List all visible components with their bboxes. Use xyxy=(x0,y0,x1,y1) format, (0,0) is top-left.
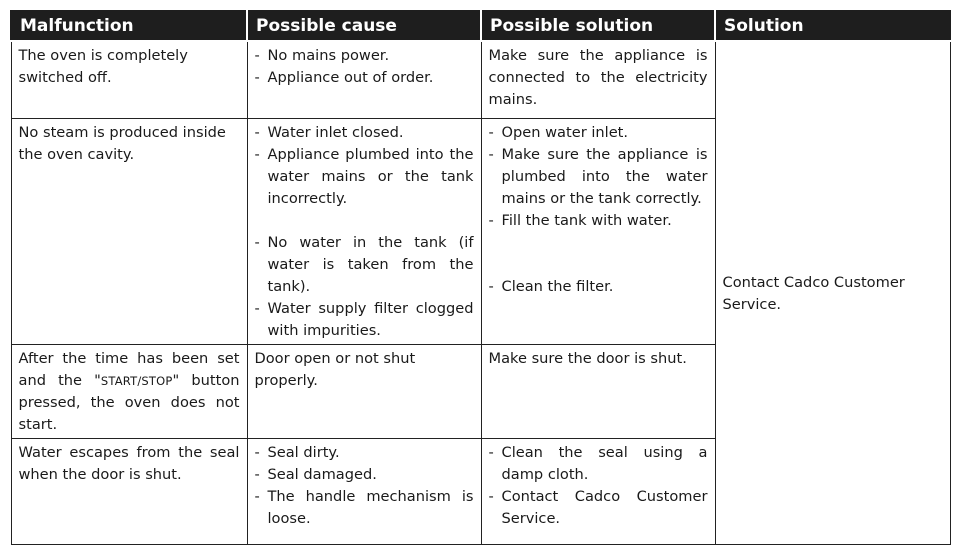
malfunction-cell: No steam is produced inside the oven cavity. xyxy=(11,118,247,344)
cause-cell xyxy=(247,438,481,545)
final-solution-cell: Contact Cadco Customer Service. xyxy=(715,41,950,545)
cause-item: - Appliance plumbed into the water mains or the tank incorrectly. xyxy=(255,144,474,210)
header-solution: Solution xyxy=(715,11,950,41)
cause-item: - No mains power. xyxy=(255,45,474,67)
possible-solution-cell xyxy=(481,118,715,344)
cause-item: - No water in the tank (if water is taken from the tank). xyxy=(255,232,474,298)
cause-item: - Seal damaged. xyxy=(255,464,474,486)
malfunction-cell xyxy=(11,344,247,438)
solution-item: - Fill the tank with water. xyxy=(489,210,708,232)
header-possible-cause: Possible cause xyxy=(247,11,481,41)
header-possible-solution: Possible solution xyxy=(481,11,715,41)
solution-item: - Make sure the appliance is plumbed into the water mains or the tank correctly. xyxy=(489,144,708,210)
possible-solution-cell: Make sure the appliance is connected to the electricity mains. xyxy=(481,41,715,118)
header-row xyxy=(11,11,950,41)
cause-item: - Appliance out of order. xyxy=(255,67,474,89)
solution-item: - Clean the seal using a damp cloth. xyxy=(489,442,708,486)
cause-cell: Door open or not shut properly. xyxy=(247,344,481,438)
malfunction-text-pre: After the time has been set and the " xyxy=(18,349,240,389)
start-stop-label: START/STOP xyxy=(100,373,173,388)
cause-item: - Water supply filter clogged with impurities. xyxy=(255,298,474,342)
header-malfunction: Malfunction xyxy=(11,11,247,41)
troubleshooting-table xyxy=(10,10,951,545)
solution-item: - Clean the filter. xyxy=(489,276,708,298)
malfunction-cell: The oven is completely switched off. xyxy=(11,41,247,118)
cause-item: - Seal dirty. xyxy=(255,442,474,464)
cause-cell xyxy=(247,118,481,344)
malfunction-cell: Water escapes from the seal when the door is shut. xyxy=(11,438,247,545)
malfunction-text-post: " button pressed, the oven does not start. xyxy=(18,371,240,433)
solution-item: - Open water inlet. xyxy=(489,122,708,144)
cause-item: - The handle mechanism is loose. xyxy=(255,486,474,530)
solution-item: - Contact Cadco Customer Service. xyxy=(489,486,708,530)
cause-cell xyxy=(247,41,481,118)
possible-solution-cell: Make sure the door is shut. xyxy=(481,344,715,438)
possible-solution-cell xyxy=(481,438,715,545)
cause-item: - Water inlet closed. xyxy=(255,122,474,144)
table-row xyxy=(11,41,950,118)
